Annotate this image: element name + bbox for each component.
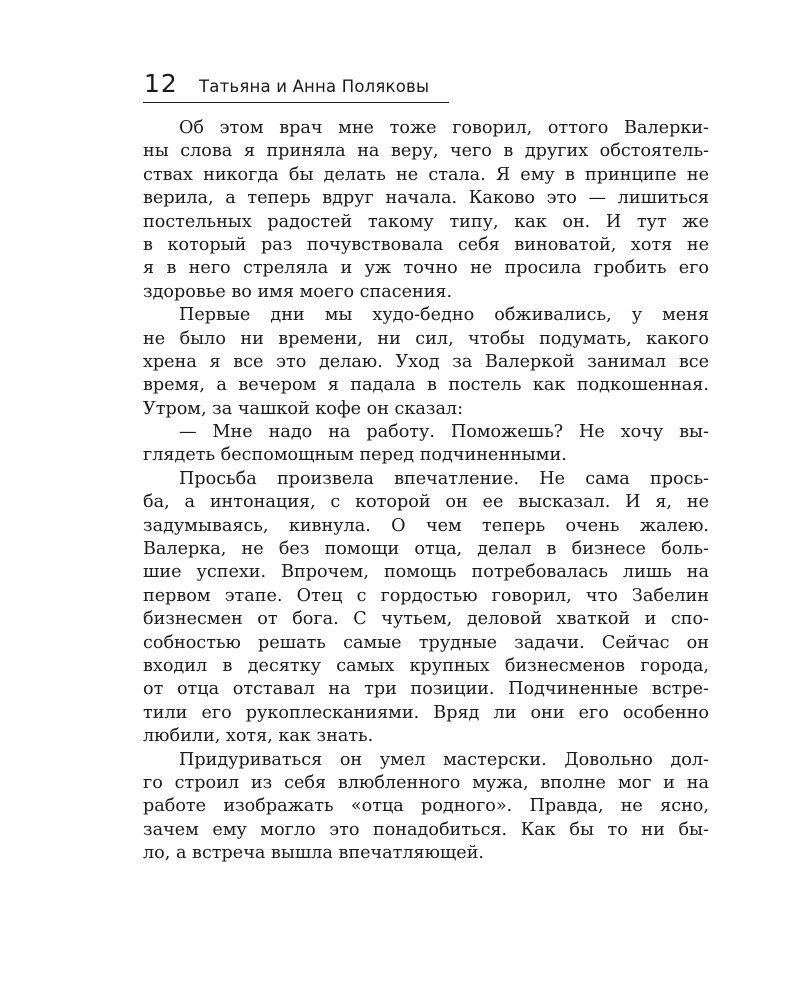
text-line: верила, а теперь вдруг начала. Каково это — лишиться xyxy=(143,188,709,209)
text-line: го строил из себя влюбленного мужа, вполне мог и на xyxy=(143,772,709,793)
text-line: время, а вечером я падала в постель как подкошенная. xyxy=(143,375,709,396)
text-line: входил в десятку самых крупных бизнесменов города, xyxy=(143,655,709,676)
text-line: Придуриваться он умел мастерски. Довольно дол- xyxy=(179,749,709,770)
text-line: Об этом врач мне тоже говорил, оттого Валерки- xyxy=(179,118,709,138)
text-line: Валерка, не без помощи отца, делал в бизнесе боль- xyxy=(143,539,709,560)
text-line: Первые дни мы худо-бедно обживались, у меня xyxy=(179,305,709,326)
text-line: задумываясь, кивнула. О чем теперь очень жалею. xyxy=(143,515,709,536)
text-line: ба, а интонация, с которой он ее высказал. И я, не xyxy=(143,492,709,513)
paragraph xyxy=(143,421,709,468)
text-line: тили его рукоплесканиями. Вряд ли они его особенно xyxy=(143,702,709,723)
running-title: Татьяна и Анна Поляковы xyxy=(199,77,430,96)
paragraph xyxy=(143,304,709,421)
text-line: первом этапе. Отец с гордостью говорил, что Забелин xyxy=(143,585,709,606)
text-line: работе изображать «отца родного». Правда, не ясно, xyxy=(143,796,709,817)
text-line: собностью решать самые трудные задачи. Сейчас он xyxy=(143,632,709,653)
text-line: не было ни времени, ни сил, чтобы подумать, какого xyxy=(143,328,709,349)
text-line: — Мне надо на работу. Поможешь? Не хочу вы- xyxy=(179,422,709,443)
text-line: ны слова я приняла на веру, чего в других обстоятель- xyxy=(143,141,709,162)
text-line: бизнесмен от бога. С чутьем, деловой хваткой и спо- xyxy=(143,609,709,630)
text-line: шие успехи. Впрочем, помощь потребовалась лишь на xyxy=(143,562,709,583)
text-line: я в него стреляла и уж точно не просила гробить его xyxy=(143,258,709,279)
text-line: Утром, за чашкой кофе он сказал: xyxy=(143,398,464,419)
text-line: здоровье во имя моего спасения. xyxy=(143,281,453,302)
text-line: глядеть беспомощным перед подчиненными. xyxy=(143,445,567,466)
text-line: постельных радостей такому типу, как он. И тут же xyxy=(143,211,709,232)
paragraph xyxy=(143,468,709,749)
text-line: ло, а встреча вышла впечатляющей. xyxy=(143,843,485,864)
paragraph xyxy=(143,749,709,866)
text-line: от отца отставал на три позиции. Подчиненные встре- xyxy=(143,679,709,700)
text-line: ствах никогда бы делать не стала. Я ему в принципе не xyxy=(143,164,709,185)
page-number: 12 xyxy=(144,69,178,98)
text-line: любили, хотя, как знать. xyxy=(143,726,374,747)
paragraph xyxy=(143,117,709,304)
text-line: Просьба произвела впечатление. Не сама прось- xyxy=(179,468,709,489)
text-line: зачем ему могло это понадобиться. Как бы то ни бы- xyxy=(143,819,709,840)
running-header xyxy=(143,68,449,103)
body-text xyxy=(143,117,709,866)
text-line: хрена я все это делаю. Уход за Валеркой занимал все xyxy=(143,351,709,372)
text-line: в который раз почувствовала себя виноватой, хотя не xyxy=(143,234,709,255)
